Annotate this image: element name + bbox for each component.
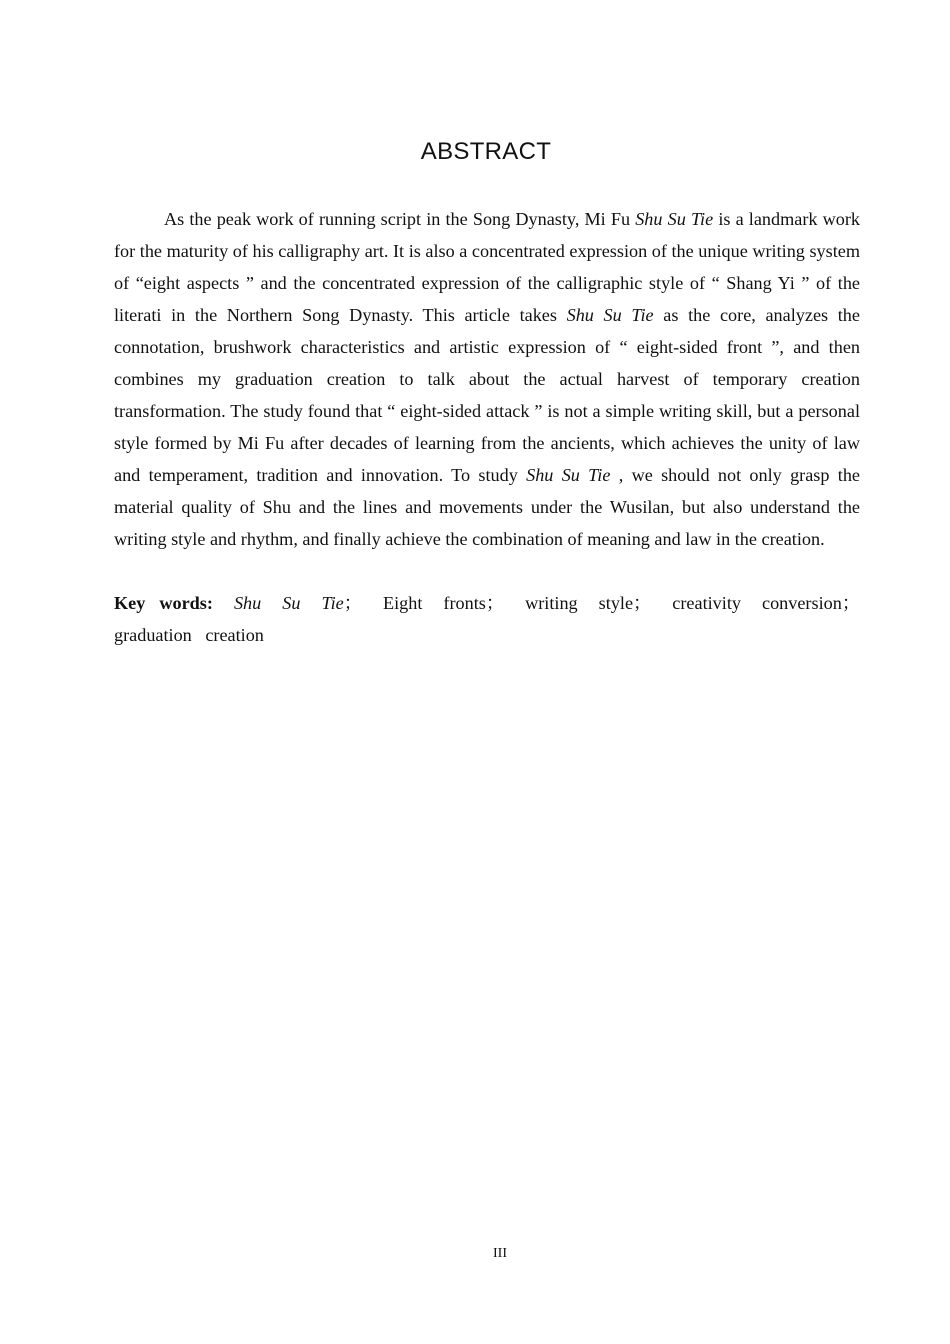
keyword-item: graduation creation bbox=[114, 625, 264, 645]
keyword-separator: ； bbox=[633, 593, 652, 613]
page-number: III bbox=[493, 1246, 507, 1261]
keywords-line bbox=[114, 587, 860, 651]
abstract-italic-title-3: Shu Su Tie bbox=[526, 465, 611, 485]
keyword-separator: ； bbox=[343, 593, 362, 613]
abstract-text-2: is a landmark work for the maturity of his calligraphy art. It is also a concentrated expression of the unique writing system of “eight aspects ” and the concentrated expression of the calligraphic style of “ Shang Yi ” of the literati in the Northern Song Dynasty. This article takes bbox=[114, 209, 860, 325]
keyword-item: writing style bbox=[525, 593, 634, 613]
page-title: ABSTRACT bbox=[420, 138, 552, 165]
abstract-text-4: , we should not only grasp the material quality of Shu and the lines and movements under the Wusilan, but also understand the writing style and rhythm, and finally achieve the combination of meaning and law in the creation. bbox=[114, 465, 860, 549]
abstract-text-3: as the core, analyzes the connotation, brushwork characteristics and artistic expression of “ eight-sided front ”, and then combines my graduation creation to talk about the actual harvest of temporary creation transformation. The study found that “ eight-sided attack ” is not a simple writing skill, but a personal style formed by Mi Fu after decades of learning from the ancients, which achieves the unity of law and temperament, tradition and innovation. To study bbox=[114, 305, 860, 485]
abstract-paragraph bbox=[114, 203, 860, 555]
abstract-text-1: As the peak work of running script in the Song Dynasty, Mi Fu bbox=[164, 209, 636, 229]
keyword-item: Eight fronts bbox=[382, 593, 486, 613]
keyword-item: creativity conversion bbox=[672, 593, 842, 613]
keyword-separator: ； bbox=[485, 593, 505, 613]
abstract-italic-title-2: Shu Su Tie bbox=[566, 305, 654, 325]
keyword-item: Shu Su Tie bbox=[233, 593, 344, 613]
abstract-italic-title-1: Shu Su Tie bbox=[635, 209, 714, 229]
keywords-label: Key words: bbox=[114, 593, 213, 613]
keyword-separator: ； bbox=[841, 593, 861, 613]
